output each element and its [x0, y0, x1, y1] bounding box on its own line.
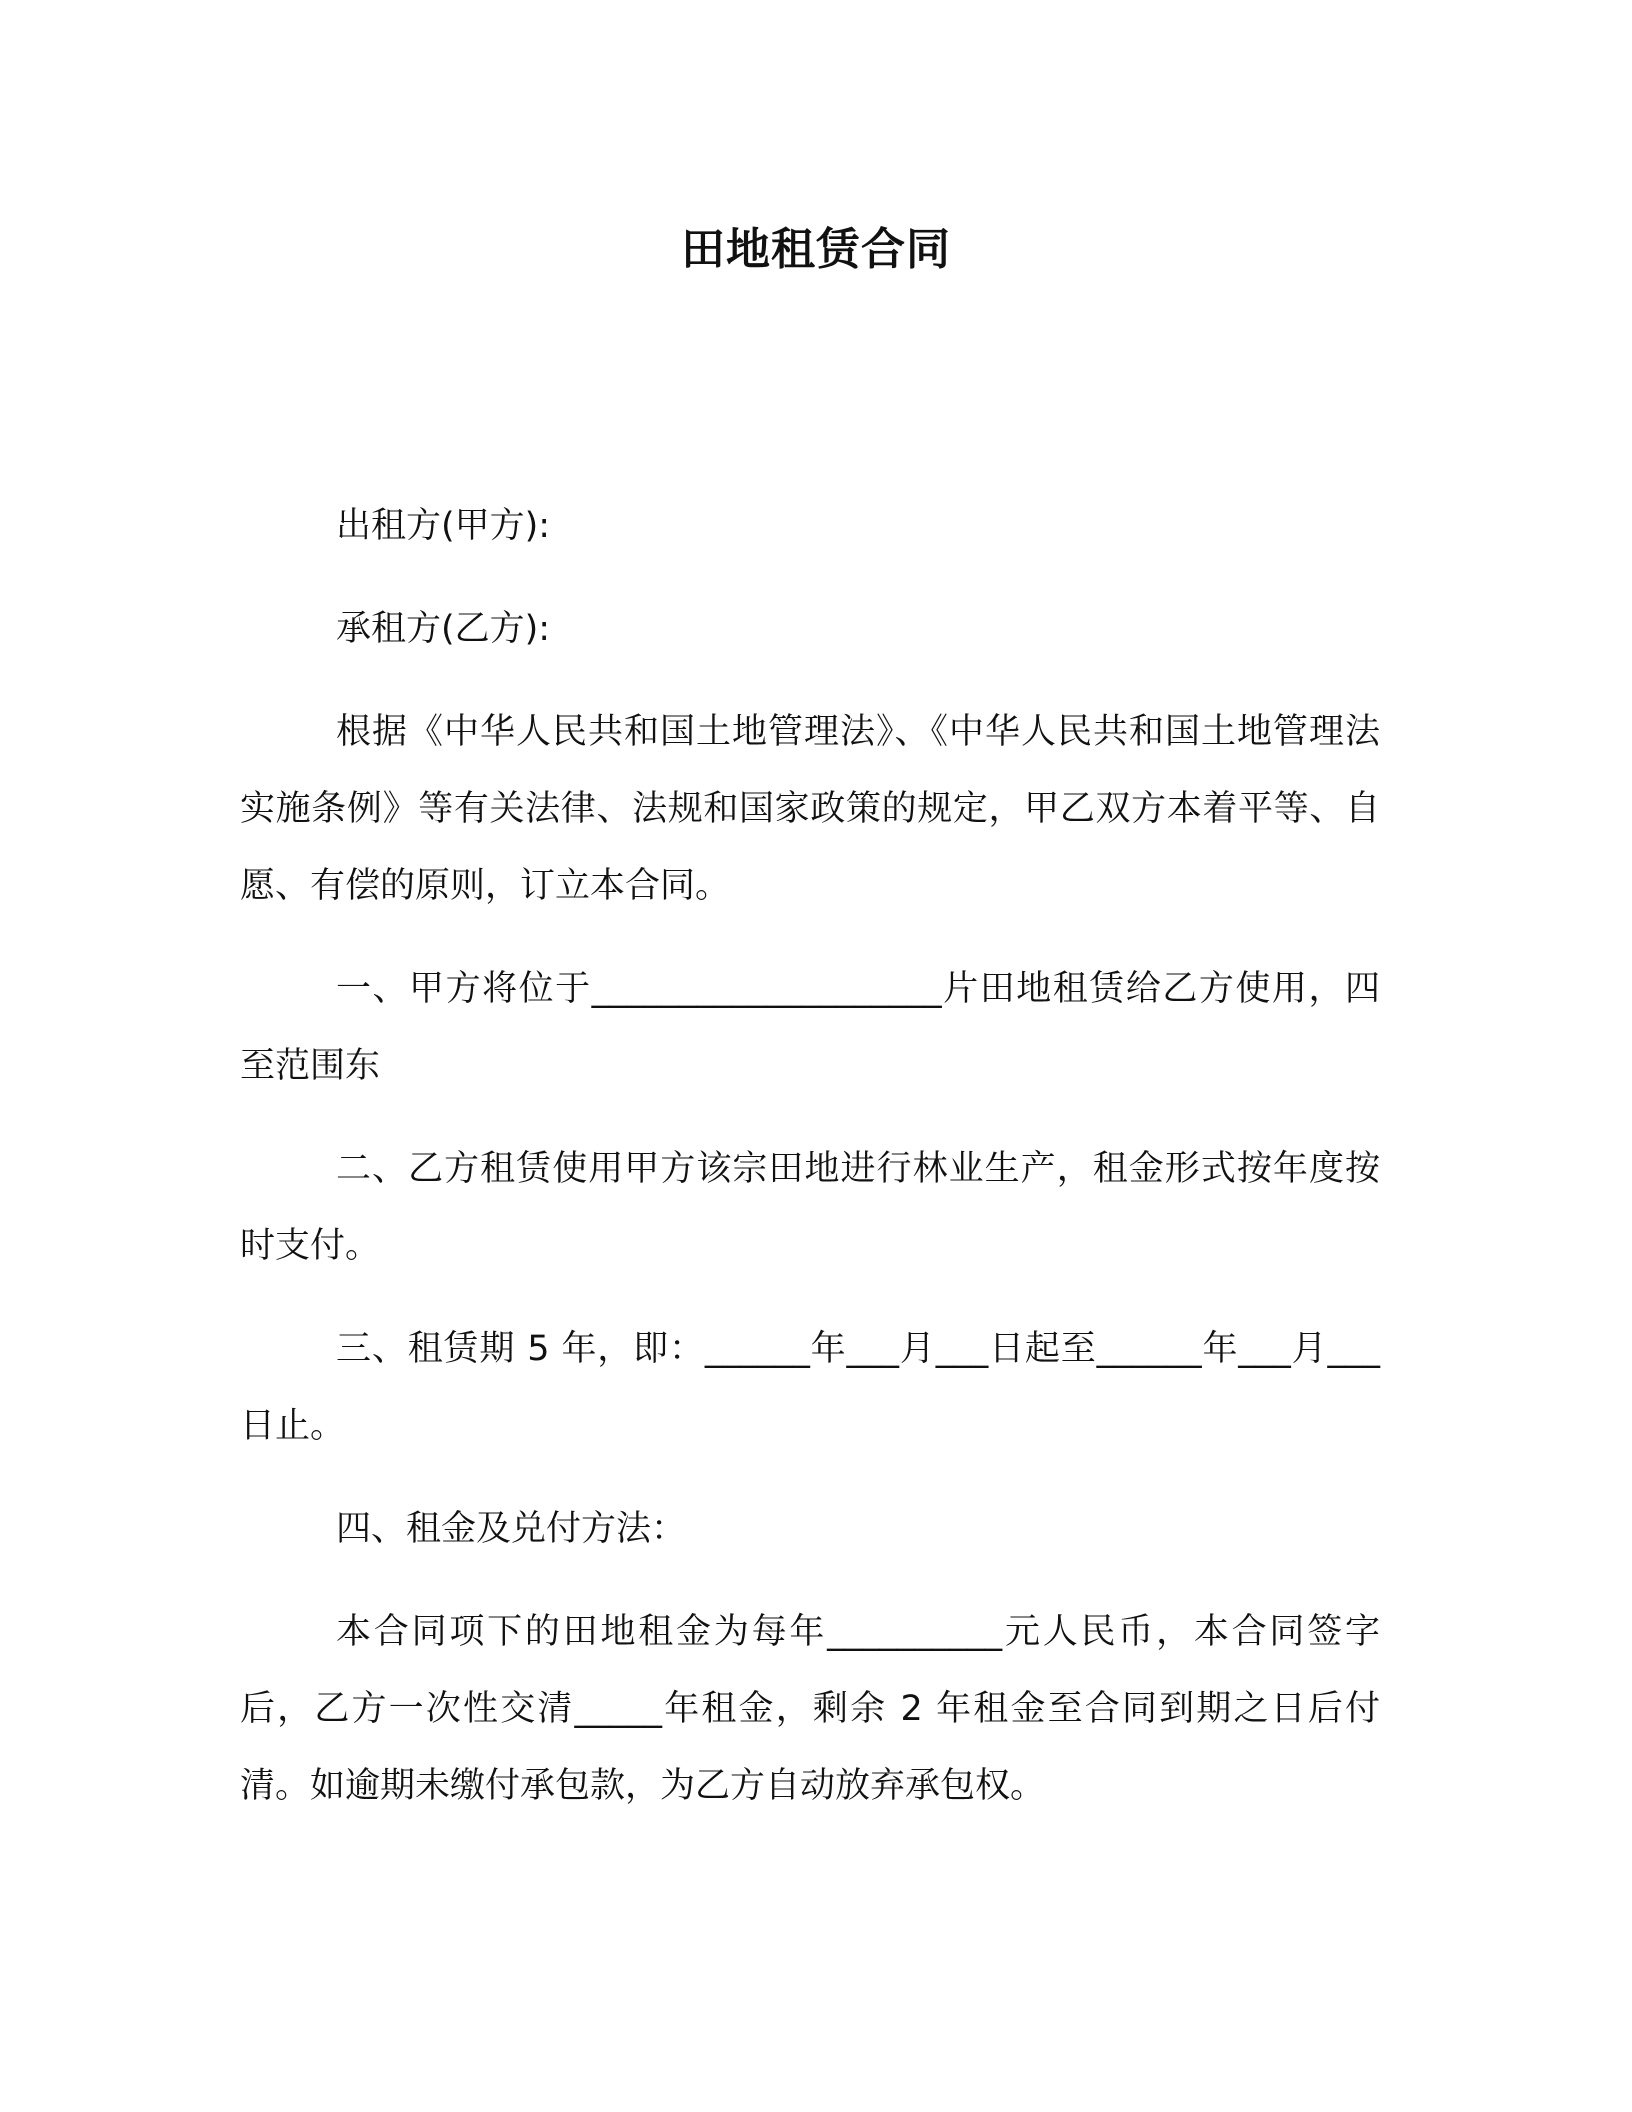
clause-4-heading: 四、租金及兑付方法： [336, 1509, 687, 1549]
lessor-line: 出租方(甲方): [336, 506, 551, 546]
rent-payment-paragraph: 本合同项下的田地租金为每年__________元人民币，本合同签字后，乙方一次性交清_____年租金，剩余 2 年租金至合同到期之日后付清。如逾期未缴付承包款，为乙方自动放弃承包权。 [240, 1612, 1380, 1806]
clause-2-paragraph: 二、乙方租赁使用甲方该宗田地进行林业生产，租金形式按年度按时支付。 [240, 1149, 1380, 1266]
lessee-line: 承租方(乙方): [336, 609, 551, 649]
preamble-paragraph: 根据《中华人民共和国土地管理法》、《中华人民共和国土地管理法实施条例》等有关法律、法规和国家政策的规定，甲乙双方本着平等、自愿、有偿的原则，订立本合同。 [240, 712, 1380, 906]
clause-1-paragraph: 一、甲方将位于____________________片田地租赁给乙方使用，四至范围东 [240, 969, 1380, 1086]
clause-3-paragraph: 三、租赁期 5 年，即：______年___月___日起至______年___月___日止。 [240, 1329, 1380, 1446]
document-body [240, 488, 1380, 1851]
document-title: 田地租赁合同 [681, 224, 951, 275]
